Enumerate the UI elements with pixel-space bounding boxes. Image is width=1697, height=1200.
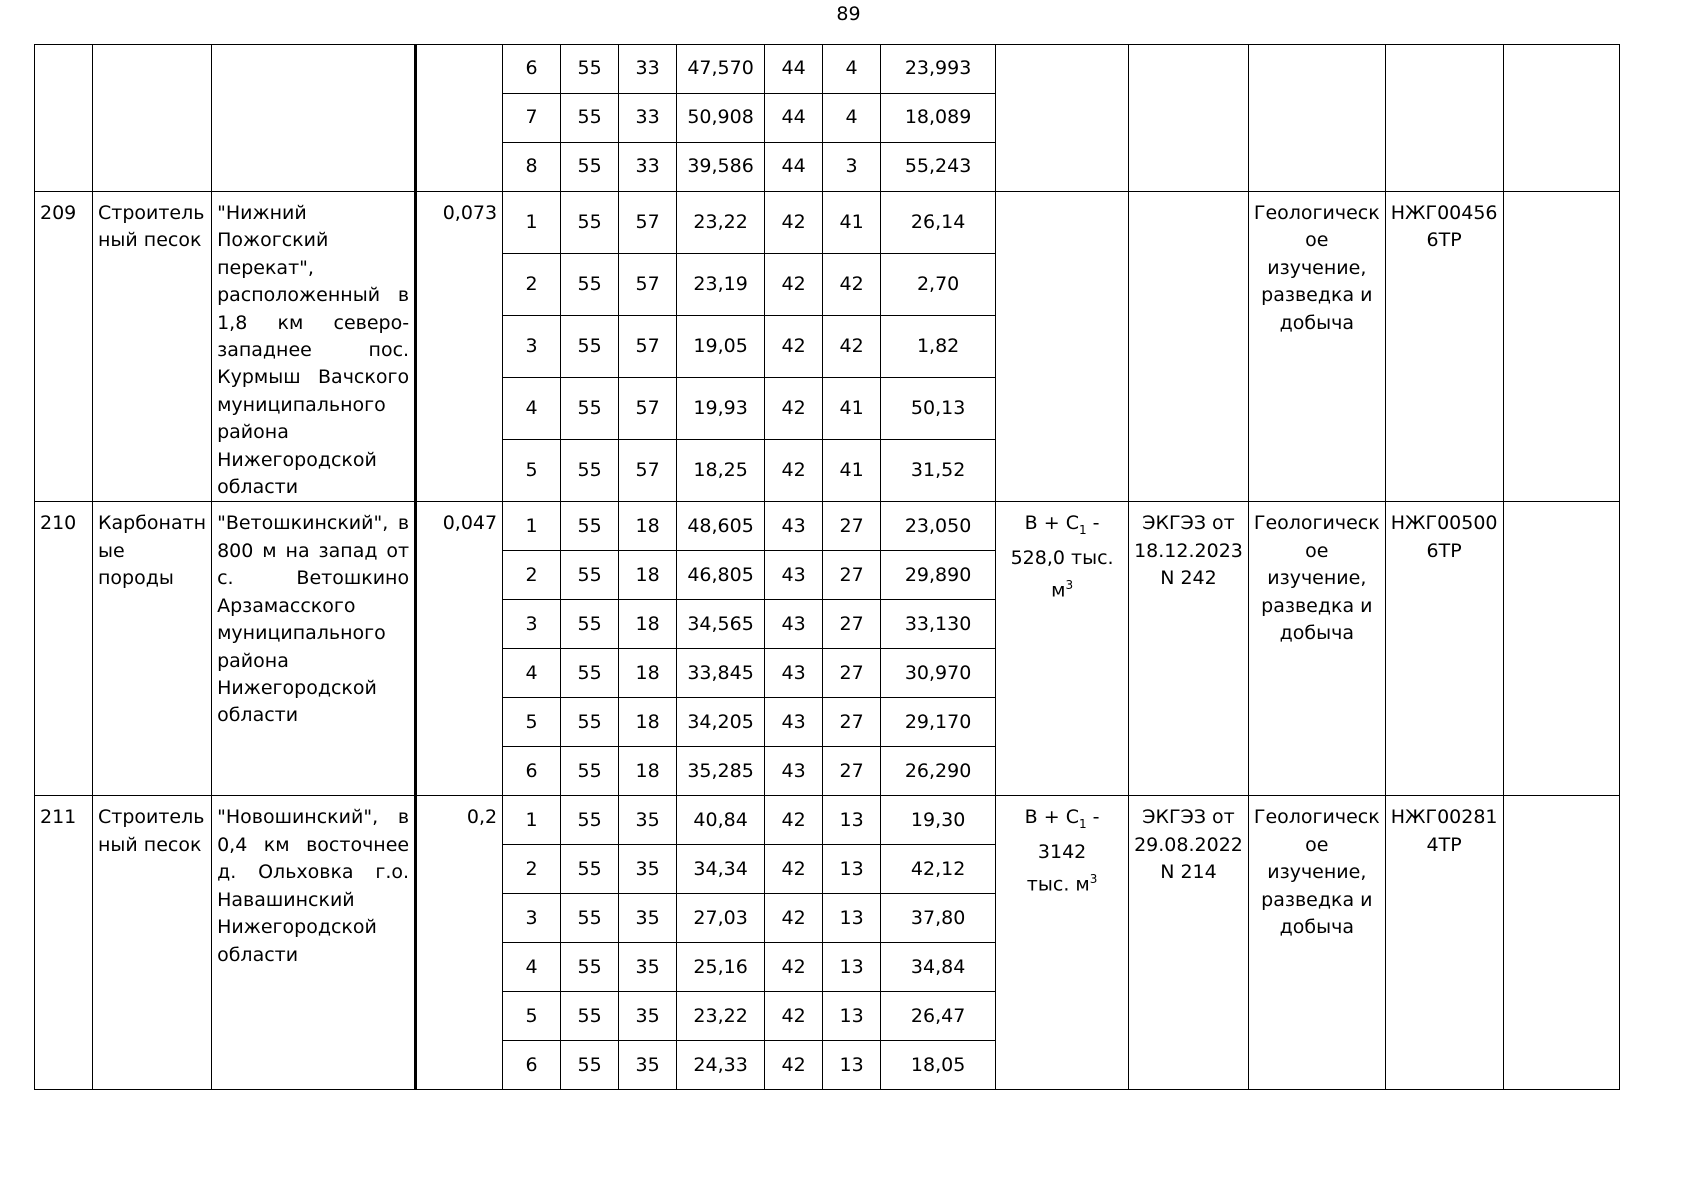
license-number: [1385, 796, 1503, 1090]
lon-seconds: 42,12: [881, 845, 996, 894]
lat-seconds: 46,805: [677, 551, 765, 600]
lat-seconds: 34,565: [677, 600, 765, 649]
lat-seconds: 25,16: [677, 943, 765, 992]
license-number-text: НЖГ00281 4ТР: [1390, 806, 1498, 856]
license-number-text: НЖГ00500 6ТР: [1390, 512, 1498, 562]
area-description-text: "Новошинский", в 0,4 км восточнее д. Ольховка г.о. Навашинский Нижегородской области: [217, 806, 410, 966]
lat-seconds: 47,570: [677, 45, 765, 94]
lat-seconds: 19,93: [677, 378, 765, 440]
lon-seconds: 26,14: [881, 192, 996, 254]
point-number: 2: [503, 551, 561, 600]
lat-degrees: 55: [561, 94, 619, 143]
lat-seconds: 23,22: [677, 192, 765, 254]
lon-degrees: 43: [765, 649, 823, 698]
page-number: 89: [836, 3, 861, 25]
approval-text: ЭКГЭЗ от 18.12.2023 N 242: [1134, 512, 1243, 590]
purpose: [1248, 192, 1385, 502]
lon-degrees: 42: [765, 192, 823, 254]
lat-minutes: 35: [619, 796, 677, 845]
purpose-text: Геологическ ое изучение, разведка и добыча: [1253, 806, 1380, 939]
area-size: [416, 45, 503, 192]
mineral-type-text: Строитель ный песок: [98, 806, 205, 856]
lat-degrees: 55: [561, 1041, 619, 1090]
area-size: 0,047: [416, 502, 503, 796]
lat-minutes: 18: [619, 649, 677, 698]
reserves: [996, 45, 1129, 192]
point-number: 6: [503, 747, 561, 796]
reserves: [996, 502, 1129, 796]
point-number: 5: [503, 698, 561, 747]
point-number: 6: [503, 45, 561, 94]
lat-seconds: 18,25: [677, 440, 765, 502]
lat-seconds: 48,605: [677, 502, 765, 551]
area-description: [212, 796, 416, 1090]
lon-minutes: 27: [823, 747, 881, 796]
lat-degrees: 55: [561, 992, 619, 1041]
lon-minutes: 27: [823, 698, 881, 747]
table-row: [35, 796, 1620, 845]
table-row: [35, 502, 1620, 551]
lat-degrees: 55: [561, 440, 619, 502]
lon-degrees: 44: [765, 143, 823, 192]
point-number: 1: [503, 796, 561, 845]
lat-minutes: 35: [619, 1041, 677, 1090]
reserves-subscript: 1: [1078, 523, 1087, 538]
approval: [1129, 45, 1249, 192]
lon-seconds: 37,80: [881, 894, 996, 943]
approval: [1129, 796, 1249, 1090]
lon-minutes: 42: [823, 316, 881, 378]
lat-minutes: 57: [619, 378, 677, 440]
lon-degrees: 42: [765, 894, 823, 943]
lat-minutes: 18: [619, 600, 677, 649]
lat-seconds: 19,05: [677, 316, 765, 378]
lat-seconds: 34,205: [677, 698, 765, 747]
lat-degrees: 55: [561, 796, 619, 845]
lon-degrees: 42: [765, 796, 823, 845]
lon-seconds: 30,970: [881, 649, 996, 698]
lon-degrees: 42: [765, 992, 823, 1041]
reserves-superscript: 3: [1089, 872, 1098, 887]
lon-minutes: 27: [823, 600, 881, 649]
lat-seconds: 40,84: [677, 796, 765, 845]
lon-degrees: 44: [765, 45, 823, 94]
lon-seconds: 33,130: [881, 600, 996, 649]
lon-seconds: 1,82: [881, 316, 996, 378]
point-number: 4: [503, 378, 561, 440]
lat-degrees: 55: [561, 845, 619, 894]
lat-seconds: 23,19: [677, 254, 765, 316]
extra: [1503, 502, 1619, 796]
area-description: [212, 192, 416, 502]
lon-degrees: 43: [765, 698, 823, 747]
lat-degrees: 55: [561, 378, 619, 440]
lon-minutes: 41: [823, 378, 881, 440]
lat-degrees: 55: [561, 316, 619, 378]
area-description: [212, 502, 416, 796]
license-number: [1385, 45, 1503, 192]
lon-minutes: 27: [823, 502, 881, 551]
lon-seconds: 26,290: [881, 747, 996, 796]
reserves-subscript: 1: [1078, 817, 1087, 832]
approval-text: ЭКГЭЗ от 29.08.2022 N 214: [1134, 806, 1243, 884]
lon-seconds: 23,050: [881, 502, 996, 551]
point-number: 2: [503, 254, 561, 316]
lon-seconds: 29,170: [881, 698, 996, 747]
lat-degrees: 55: [561, 600, 619, 649]
lat-degrees: 55: [561, 551, 619, 600]
lat-minutes: 57: [619, 316, 677, 378]
lon-minutes: 13: [823, 845, 881, 894]
reserves: [996, 192, 1129, 502]
record-number: 209: [35, 192, 93, 502]
lon-minutes: 42: [823, 254, 881, 316]
area-size: 0,073: [416, 192, 503, 502]
purpose-text: Геологическ ое изучение, разведка и добыча: [1253, 202, 1380, 334]
reserves-amount: - 3142 тыс. м: [1026, 806, 1100, 896]
record-number: 210: [35, 502, 93, 796]
lat-minutes: 18: [619, 551, 677, 600]
lat-seconds: 33,845: [677, 649, 765, 698]
lon-minutes: 13: [823, 796, 881, 845]
mineral-type: [93, 192, 212, 502]
lon-degrees: 43: [765, 551, 823, 600]
lon-minutes: 13: [823, 992, 881, 1041]
lat-minutes: 35: [619, 992, 677, 1041]
purpose-text: Геологическ ое изучение, разведка и добыча: [1253, 512, 1380, 645]
lat-degrees: 55: [561, 45, 619, 94]
lon-degrees: 42: [765, 943, 823, 992]
lon-minutes: 13: [823, 894, 881, 943]
lon-minutes: 27: [823, 649, 881, 698]
mineral-type-text: Карбонатн ые породы: [98, 512, 207, 590]
lat-minutes: 33: [619, 143, 677, 192]
lat-minutes: 57: [619, 254, 677, 316]
area-description-text: "Ветошкинский", в 800 м на запад от с. Ветошкино Арзамасского муниципального района Нижегородской области: [217, 512, 410, 727]
reserves-amount: - 528,0 тыс. м: [1010, 512, 1114, 602]
lat-seconds: 23,22: [677, 992, 765, 1041]
lat-degrees: 55: [561, 254, 619, 316]
license-number: [1385, 192, 1503, 502]
purpose: [1248, 45, 1385, 192]
area-description-text: "Нижний Пожогский перекат", расположенный в 1,8 км северо-западнее пос. Курмыш Вачского муниципального района Нижегородской области: [217, 202, 410, 499]
lon-degrees: 43: [765, 747, 823, 796]
lon-minutes: 13: [823, 943, 881, 992]
extra: [1503, 192, 1619, 502]
lon-degrees: 42: [765, 845, 823, 894]
reserves-prefix: B + C: [1024, 806, 1079, 829]
lon-degrees: 42: [765, 440, 823, 502]
lon-seconds: 55,243: [881, 143, 996, 192]
lat-seconds: 27,03: [677, 894, 765, 943]
lon-seconds: 2,70: [881, 254, 996, 316]
lat-seconds: 35,285: [677, 747, 765, 796]
lat-minutes: 35: [619, 894, 677, 943]
lon-minutes: 13: [823, 1041, 881, 1090]
lon-minutes: 4: [823, 94, 881, 143]
mineral-type: [93, 796, 212, 1090]
reserves-superscript: 3: [1065, 578, 1074, 593]
lat-seconds: 50,908: [677, 94, 765, 143]
lon-minutes: 4: [823, 45, 881, 94]
lat-minutes: 18: [619, 502, 677, 551]
reserves-prefix: B + C: [1024, 512, 1079, 535]
mineral-type-text: Строитель ный песок: [98, 202, 205, 252]
point-number: 1: [503, 192, 561, 254]
lon-seconds: 50,13: [881, 378, 996, 440]
point-number: 4: [503, 943, 561, 992]
lon-degrees: 44: [765, 94, 823, 143]
point-number: 7: [503, 94, 561, 143]
lon-degrees: 43: [765, 502, 823, 551]
lat-degrees: 55: [561, 894, 619, 943]
lat-minutes: 18: [619, 698, 677, 747]
lat-seconds: 24,33: [677, 1041, 765, 1090]
approval: [1129, 502, 1249, 796]
lat-minutes: 18: [619, 747, 677, 796]
point-number: 3: [503, 894, 561, 943]
lon-seconds: 23,993: [881, 45, 996, 94]
licensing-areas-table: [34, 44, 1620, 1090]
approval: [1129, 192, 1249, 502]
table-row: [35, 45, 1620, 94]
table-row: [35, 192, 1620, 254]
extra: [1503, 796, 1619, 1090]
lat-seconds: 34,34: [677, 845, 765, 894]
lon-seconds: 19,30: [881, 796, 996, 845]
point-number: 2: [503, 845, 561, 894]
lat-minutes: 35: [619, 845, 677, 894]
lat-degrees: 55: [561, 698, 619, 747]
lat-seconds: 39,586: [677, 143, 765, 192]
lon-seconds: 26,47: [881, 992, 996, 1041]
point-number: 5: [503, 992, 561, 1041]
lon-seconds: 18,089: [881, 94, 996, 143]
point-number: 3: [503, 316, 561, 378]
lon-seconds: 34,84: [881, 943, 996, 992]
point-number: 4: [503, 649, 561, 698]
lat-degrees: 55: [561, 502, 619, 551]
lat-minutes: 33: [619, 45, 677, 94]
lat-degrees: 55: [561, 192, 619, 254]
point-number: 8: [503, 143, 561, 192]
point-number: 1: [503, 502, 561, 551]
lat-minutes: 57: [619, 440, 677, 502]
extra: [1503, 45, 1619, 192]
license-number: [1385, 502, 1503, 796]
lon-seconds: 18,05: [881, 1041, 996, 1090]
lat-degrees: 55: [561, 143, 619, 192]
reserves: [996, 796, 1129, 1090]
lon-minutes: 3: [823, 143, 881, 192]
purpose: [1248, 502, 1385, 796]
record-number: 211: [35, 796, 93, 1090]
lon-minutes: 27: [823, 551, 881, 600]
record-number: [35, 45, 93, 192]
lon-degrees: 43: [765, 600, 823, 649]
license-number-text: НЖГ00456 6ТР: [1390, 202, 1498, 252]
lat-minutes: 33: [619, 94, 677, 143]
lon-degrees: 42: [765, 254, 823, 316]
mineral-type: [93, 502, 212, 796]
mineral-type: [93, 45, 212, 192]
lon-minutes: 41: [823, 440, 881, 502]
area-description: [212, 45, 416, 192]
lat-degrees: 55: [561, 943, 619, 992]
area-size: 0,2: [416, 796, 503, 1090]
point-number: 6: [503, 1041, 561, 1090]
purpose: [1248, 796, 1385, 1090]
lon-seconds: 29,890: [881, 551, 996, 600]
lon-degrees: 42: [765, 378, 823, 440]
lat-degrees: 55: [561, 649, 619, 698]
point-number: 5: [503, 440, 561, 502]
lat-minutes: 57: [619, 192, 677, 254]
point-number: 3: [503, 600, 561, 649]
lon-degrees: 42: [765, 316, 823, 378]
lon-degrees: 42: [765, 1041, 823, 1090]
lat-degrees: 55: [561, 747, 619, 796]
lon-minutes: 41: [823, 192, 881, 254]
lon-seconds: 31,52: [881, 440, 996, 502]
lat-minutes: 35: [619, 943, 677, 992]
